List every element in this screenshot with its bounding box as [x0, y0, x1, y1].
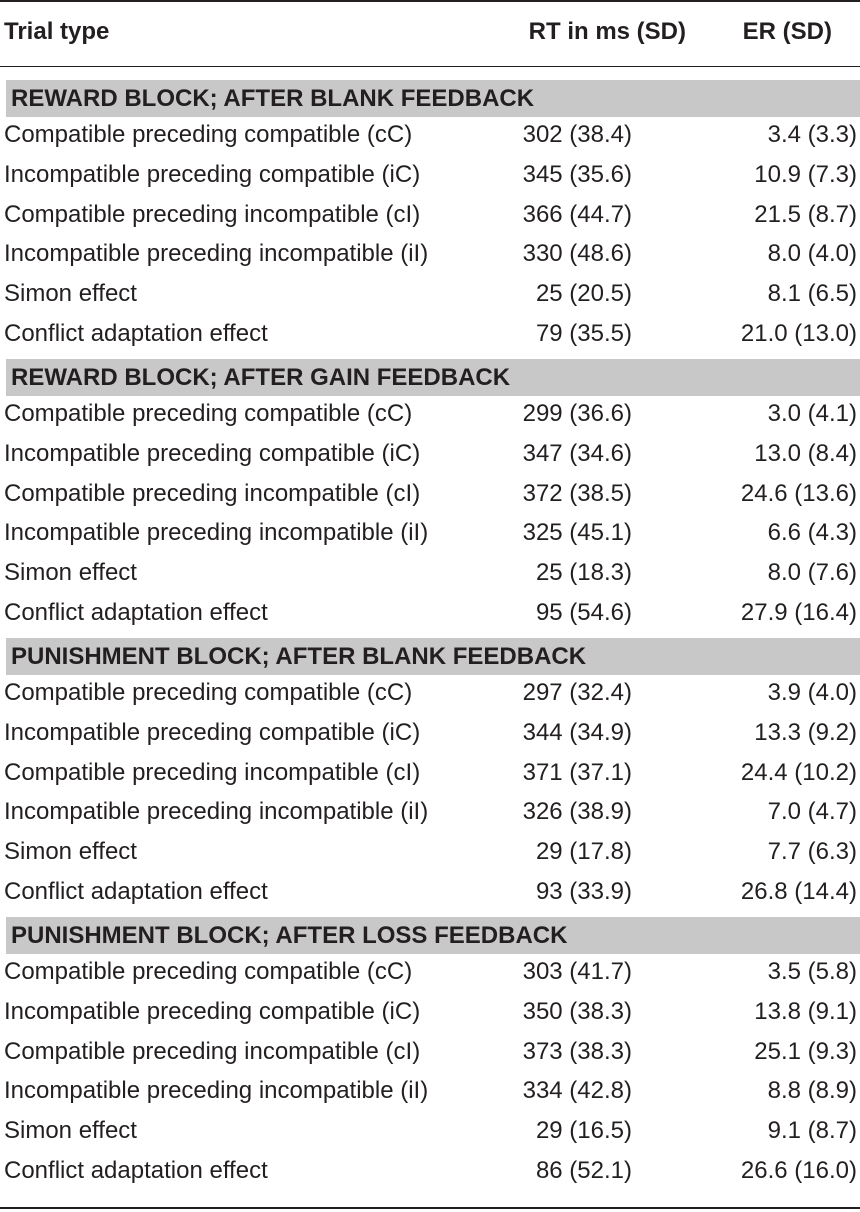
cell-trial-type: Simon effect — [4, 280, 137, 308]
cell-er: 27.9 (16.4) — [740, 598, 857, 626]
cell-er: 26.8 (14.4) — [740, 877, 857, 905]
section-header — [6, 359, 860, 396]
table-row — [0, 1153, 860, 1193]
table-row — [0, 316, 860, 356]
cell-rt: 95 (54.6) — [535, 598, 632, 626]
table-bottom-rule — [0, 1207, 860, 1209]
cell-rt: 303 (41.7) — [522, 958, 632, 985]
table-row — [0, 834, 860, 874]
cell-rt: 29 (16.5) — [535, 1117, 632, 1145]
table-section — [0, 917, 860, 1193]
table-row — [0, 396, 860, 436]
cell-rt: 93 (33.9) — [535, 877, 632, 905]
cell-er: 6.6 (4.3) — [767, 519, 857, 547]
cell-trial-type: Incompatible preceding compatible (iC) — [4, 718, 421, 746]
table-row — [0, 1113, 860, 1153]
cell-rt: 373 (38.3) — [522, 1037, 632, 1065]
cell-trial-type: Incompatible preceding compatible (iC) — [4, 997, 421, 1025]
table-row — [0, 1034, 860, 1074]
cell-er: 3.0 (4.1) — [767, 400, 857, 427]
cell-er: 7.0 (4.7) — [767, 798, 857, 826]
cell-er: 24.6 (13.6) — [740, 479, 857, 507]
section-title: PUNISHMENT BLOCK; AFTER LOSS FEEDBACK — [11, 922, 568, 949]
cell-er: 3.4 (3.3) — [767, 121, 857, 148]
table-row — [0, 476, 860, 516]
cell-rt: 86 (52.1) — [535, 1156, 632, 1184]
table-header-row — [0, 0, 860, 66]
table-row — [0, 117, 860, 157]
cell-er: 8.0 (4.0) — [767, 240, 857, 268]
cell-trial-type: Compatible preceding incompatible (cI) — [4, 200, 421, 228]
cell-er: 10.9 (7.3) — [754, 160, 857, 188]
table-row — [0, 994, 860, 1034]
section-header — [6, 80, 860, 117]
cell-trial-type: Incompatible preceding incompatible (iI) — [4, 1077, 429, 1105]
cell-rt: 297 (32.4) — [522, 679, 632, 706]
table-row — [0, 715, 860, 755]
cell-rt: 345 (35.6) — [522, 160, 632, 188]
cell-trial-type: Incompatible preceding compatible (iC) — [4, 439, 421, 467]
cell-er: 21.0 (13.0) — [740, 319, 857, 347]
cell-rt: 371 (37.1) — [522, 758, 632, 786]
cell-trial-type: Incompatible preceding compatible (iC) — [4, 160, 421, 188]
cell-er: 13.8 (9.1) — [754, 997, 857, 1025]
table-row — [0, 276, 860, 316]
header-trial-type: Trial type — [4, 18, 110, 45]
cell-trial-type: Compatible preceding incompatible (cI) — [4, 758, 421, 786]
cell-rt: 25 (18.3) — [535, 559, 632, 587]
cell-er: 26.6 (16.0) — [740, 1156, 857, 1184]
cell-er: 21.5 (8.7) — [754, 200, 857, 228]
cell-trial-type: Incompatible preceding incompatible (iI) — [4, 519, 429, 547]
table-row — [0, 1073, 860, 1113]
table-row — [0, 436, 860, 476]
cell-trial-type: Compatible preceding compatible (cC) — [4, 400, 413, 427]
cell-er: 3.5 (5.8) — [767, 958, 857, 985]
cell-rt: 302 (38.4) — [522, 121, 632, 148]
cell-er: 24.4 (10.2) — [740, 758, 857, 786]
cell-rt: 334 (42.8) — [522, 1077, 632, 1105]
cell-rt: 29 (17.8) — [535, 838, 632, 866]
header-rt: RT in ms (SD) — [528, 18, 686, 45]
table-row — [0, 675, 860, 715]
section-title: PUNISHMENT BLOCK; AFTER BLANK FEEDBACK — [11, 643, 587, 670]
table-row — [0, 236, 860, 276]
table-section — [0, 80, 860, 356]
cell-rt: 326 (38.9) — [522, 798, 632, 826]
section-header — [6, 917, 860, 954]
section-header — [6, 638, 860, 675]
cell-trial-type: Incompatible preceding incompatible (iI) — [4, 240, 429, 268]
cell-rt: 372 (38.5) — [522, 479, 632, 507]
section-title: REWARD BLOCK; AFTER GAIN FEEDBACK — [11, 364, 511, 391]
table-section — [0, 359, 860, 635]
header-rule — [0, 66, 860, 67]
cell-rt: 350 (38.3) — [522, 997, 632, 1025]
table-row — [0, 197, 860, 237]
table-row — [0, 515, 860, 555]
table-row — [0, 157, 860, 197]
cell-trial-type: Compatible preceding compatible (cC) — [4, 121, 413, 148]
cell-er: 8.0 (7.6) — [767, 559, 857, 587]
table-row — [0, 595, 860, 635]
cell-er: 3.9 (4.0) — [767, 679, 857, 706]
cell-rt: 325 (45.1) — [522, 519, 632, 547]
section-title: REWARD BLOCK; AFTER BLANK FEEDBACK — [11, 85, 535, 112]
cell-er: 13.0 (8.4) — [754, 439, 857, 467]
cell-trial-type: Simon effect — [4, 1117, 137, 1145]
cell-rt: 366 (44.7) — [522, 200, 632, 228]
cell-rt: 79 (35.5) — [535, 319, 632, 347]
cell-trial-type: Simon effect — [4, 559, 137, 587]
table-row — [0, 874, 860, 914]
cell-rt: 344 (34.9) — [522, 718, 632, 746]
table-row — [0, 954, 860, 994]
cell-trial-type: Incompatible preceding incompatible (iI) — [4, 798, 429, 826]
cell-er: 25.1 (9.3) — [754, 1037, 857, 1065]
cell-er: 8.8 (8.9) — [767, 1077, 857, 1105]
cell-trial-type: Conflict adaptation effect — [4, 877, 268, 905]
table-row — [0, 755, 860, 795]
cell-trial-type: Simon effect — [4, 838, 137, 866]
table-row — [0, 555, 860, 595]
table-row — [0, 794, 860, 834]
header-er: ER (SD) — [742, 18, 832, 45]
cell-er: 13.3 (9.2) — [754, 718, 857, 746]
cell-er: 8.1 (6.5) — [767, 280, 857, 308]
cell-trial-type: Compatible preceding incompatible (cI) — [4, 479, 421, 507]
cell-trial-type: Conflict adaptation effect — [4, 1156, 268, 1184]
cell-trial-type: Conflict adaptation effect — [4, 319, 268, 347]
cell-trial-type: Conflict adaptation effect — [4, 598, 268, 626]
cell-trial-type: Compatible preceding compatible (cC) — [4, 958, 413, 985]
cell-trial-type: Compatible preceding compatible (cC) — [4, 679, 413, 706]
cell-er: 7.7 (6.3) — [767, 838, 857, 866]
cell-rt: 299 (36.6) — [522, 400, 632, 427]
cell-trial-type: Compatible preceding incompatible (cI) — [4, 1037, 421, 1065]
cell-rt: 25 (20.5) — [535, 280, 632, 308]
cell-er: 9.1 (8.7) — [767, 1117, 857, 1145]
cell-rt: 347 (34.6) — [522, 439, 632, 467]
table-section — [0, 638, 860, 914]
cell-rt: 330 (48.6) — [522, 240, 632, 268]
